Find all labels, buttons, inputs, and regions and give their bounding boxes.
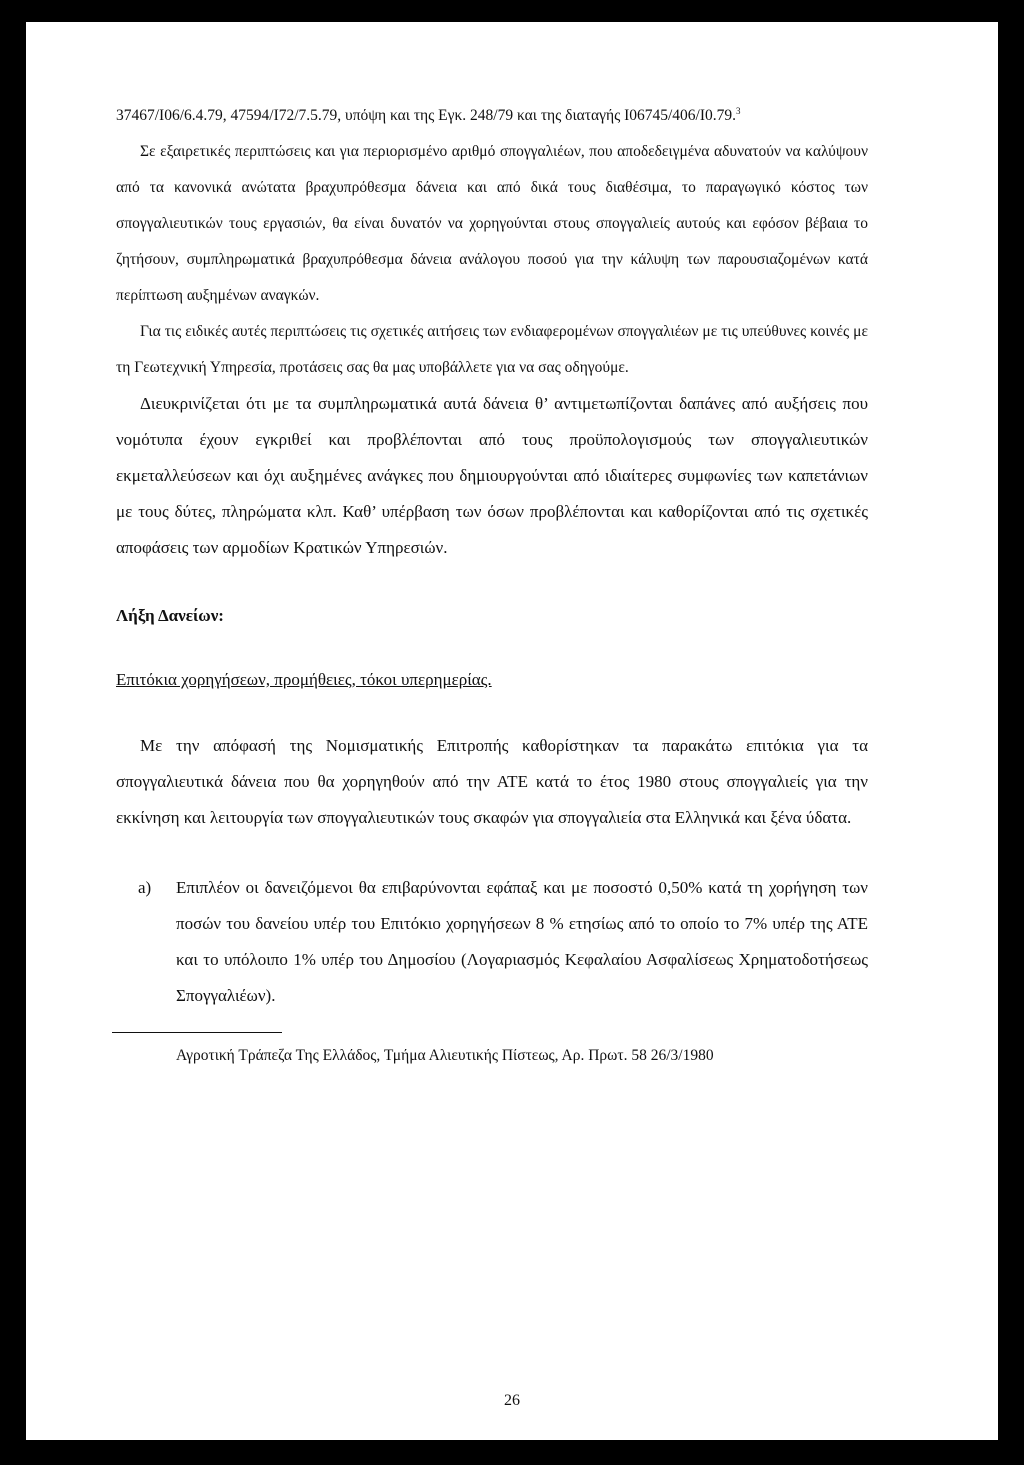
subheading-interest-rates: Επιτόκια χορηγήσεων, προμήθειες, τόκοι υπερημερίας. <box>116 670 492 689</box>
paragraph-monetary-committee: Με την απόφασή της Νομισματικής Επιτροπής καθορίστηκαν τα παρακάτω επιτόκια για τα σπογγαλιευτικά δάνεια που θα χορηγηθούν από την ΑΤΕ κατά το έτος 1980 στους σπογγαλιείς για την εκκίνηση και λειτουργία των σπογγαλιευτικών τους σκαφών για σπογγαλιεία στα Ελληνικά και ξένα ύδατα. <box>116 736 868 827</box>
paragraph-applications: Για τις ειδικές αυτές περιπτώσεις τις σχετικές αιτήσεις των ενδιαφερομένων σπογγαλιέων με τις υπεύθυνες κοινές με τη Γεωτεχνική Υπηρεσία, προτάσεις σας θα μας υποβάλλετε για να σας οδηγούμε. <box>116 323 868 376</box>
paragraph-clarification: Διευκρινίζεται ότι με τα συμπληρωματικά αυτά δάνεια θ’ αντιμετωπίζονται δαπάνες από αυξήσεις που νομότυπα έχουν εγκριθεί και προβλέπονται από τους προϋπολογισμούς των σπογγαλιευτικών εκμεταλλεύσεων και όχι αυξημένες ανάγκες που δημιουργούνται από ιδιαίτερες συμφωνίες των καπετάνιων με τους δύτες, πληρώματα κλπ. Καθ’ υπέρβαση των όσων προβλέπονται και καθορίζονται από τις σχετικές αποφάσεις των αρμοδίων Κρατικών Υπηρεσιών. <box>116 394 868 557</box>
list-marker: a) <box>138 878 152 897</box>
footnote-divider <box>112 1032 282 1033</box>
footnote-reference: 3 <box>736 105 741 116</box>
section-heading-loan-maturity: Λήξη Δανείων: <box>116 606 224 625</box>
intro-text: 37467/Ι06/6.4.79, 47594/Ι72/7.5.79, υπόψη και της Εγκ. 248/79 και της διαταγής Ι06745/406/Ι0.79. <box>116 107 737 124</box>
document-page <box>26 22 998 1440</box>
page-number: 26 <box>504 1392 520 1409</box>
list-item-text: Επιπλέον οι δανειζόμενοι θα επιβαρύνονται εφάπαξ και με ποσοστό 0,50% κατά τη χορήγηση των ποσών του δανείου υπέρ του Επιτόκιο χορηγήσεων 8 % ετησίως από το οποίο το 7% υπέρ της ΑΤΕ και το υπόλοιπο 1% υπέρ του Δημοσίου (Λογαριασμός Κεφαλαίου Ασφαλίσεως Χρηματοδοτήσεως Σπογγαλιέων). <box>176 878 868 1005</box>
paragraph-exceptional-cases: Σε εξαιρετικές περιπτώσεις και για περιορισμένο αριθμό σπογγαλιέων, που αποδεδειγμένα αδυνατούν να καλύψουν από τα κανονικά ανώτατα βραχυπρόθεσμα δάνεια και από δικά τους διαθέσιμα, το παραγωγικό κόστος των σπογγαλιευτικών τους εργασιών, θα είναι δυνατόν να χορηγούνται στους σπογγαλιείς αυτούς και εφόσον βέβαια το ζητήσουν, συμπληρωματικά βραχυπρόθεσμα δάνεια ανάλογου ποσού για την κάλυψη των παρουσιαζομένων κατά περίπτωση αυξημένων αναγκών. <box>116 143 868 304</box>
intro-paragraph <box>116 98 868 134</box>
list-item <box>116 870 868 1014</box>
footnote: Αγροτική Τράπεζα Της Ελλάδος, Τμήμα Αλιευτικής Πίστεως, Αρ. Πρωτ. 58 26/3/1980 <box>176 1047 714 1064</box>
document-body <box>116 98 868 1067</box>
